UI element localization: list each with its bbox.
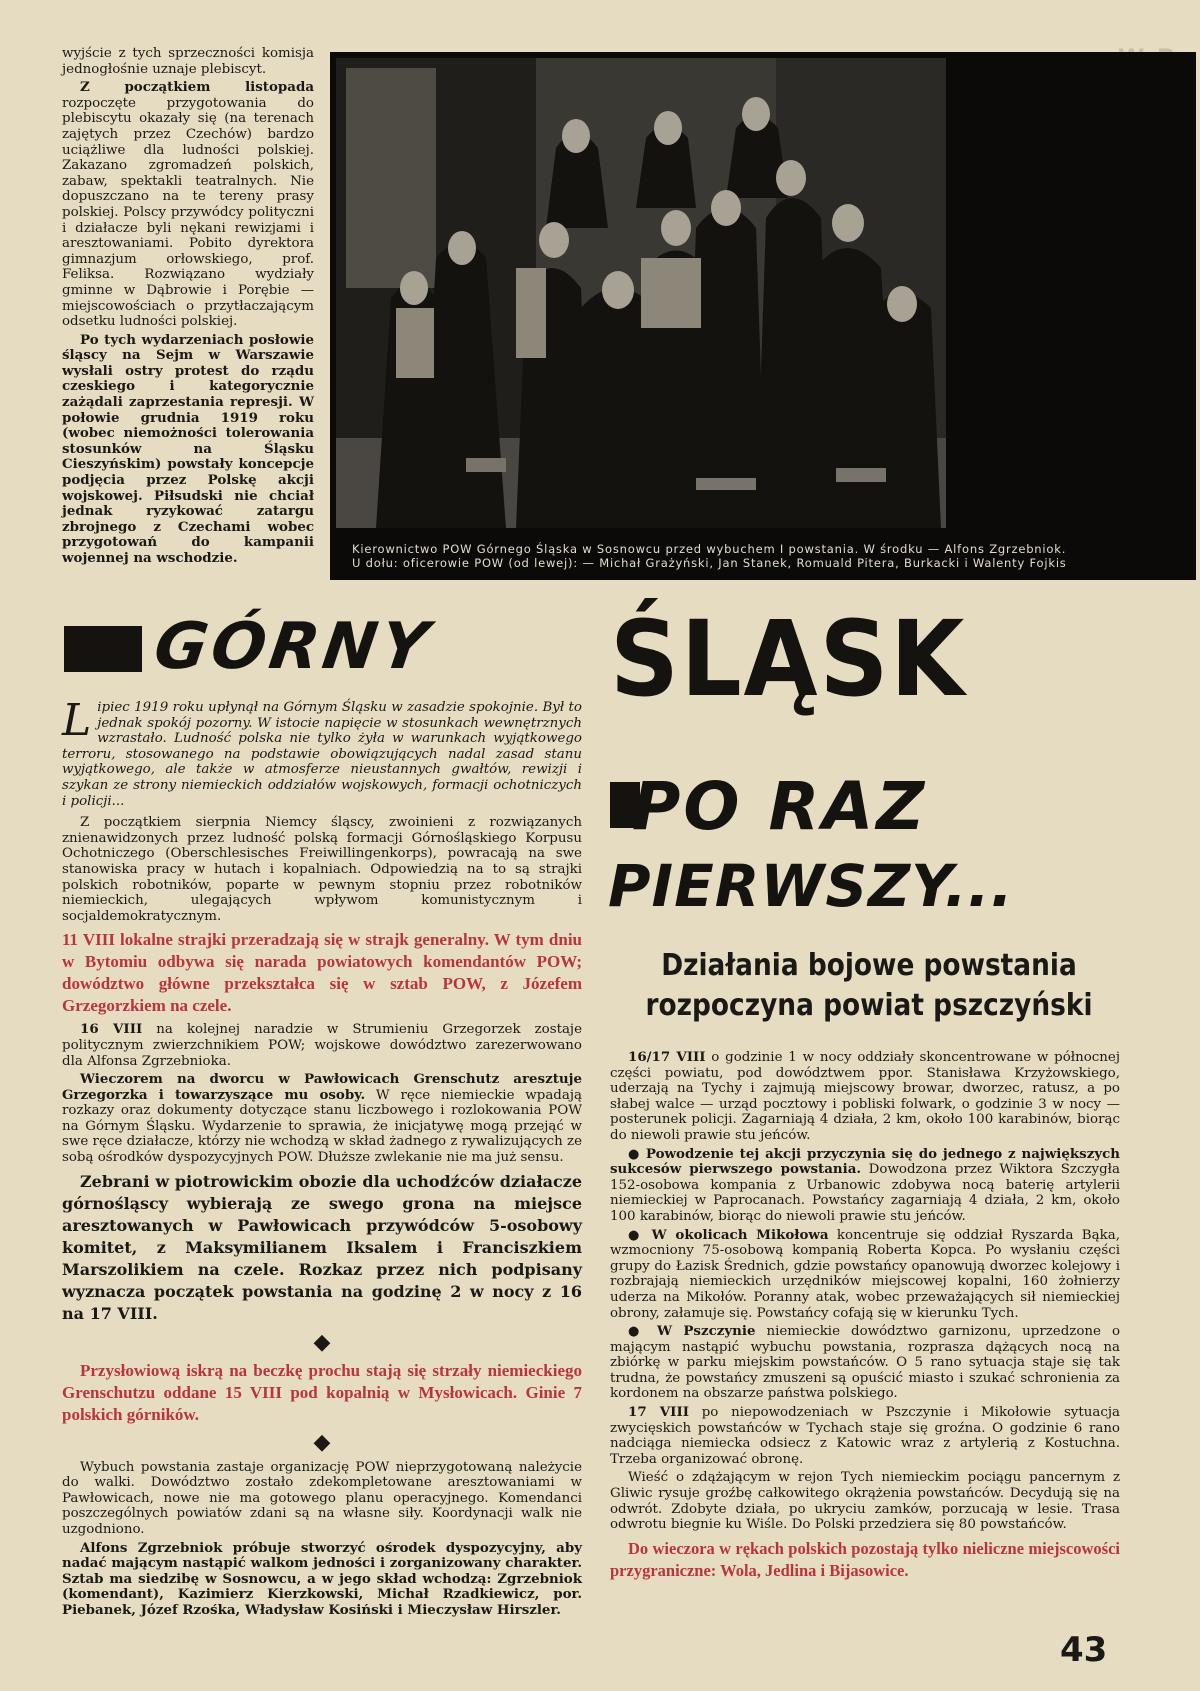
photo-caption-line: Kierownictwo POW Górnego Śląska w Sosnowcu przed wybuchem I powstania. W środku — Alfons Zgrzebniok.: [352, 542, 1067, 556]
paragraph-text: na kolejnej naradzie w Strumieniu Grzegorzek zostaje politycznym zwierzchnikiem POW; wojskowe dowództwo zarezerwowano dla Alfonsa Zgrzebnioka.: [62, 1022, 583, 1069]
paragraph-text: po niepowodzeniach w Pszczynie i Mikołowie sytuacja zwycięskich powstańców w Tychach staje się groźna. O godzinie 6 rano nadciąga niemiecka odsiecz z Katowic wraz z artylerią z Kostuchna. Trzeba organizować obronę.: [610, 1405, 1121, 1467]
paragraph: [610, 1405, 1120, 1467]
paragraph: [62, 80, 314, 330]
column-bottom-right-text: [610, 1050, 1120, 1585]
red-paragraph: Do wieczora w rękach polskich pozostają tylko nieliczne miejscowości przygraniczne: Wola, Jedlina i Bijasowice.: [610, 1538, 1120, 1580]
paragraph-bold: Po tych wydarzeniach posłowie śląscy na Sejm w Warszawie wysłali ostry protest do rządu czeskiego i kategorycznie zażądali zaprzestania represji. W połowie grudnia 1919 roku (wobec niemożności tolerowania stosunków na Śląsku Cieszyńskim) powstały koncepcje podjęcia przez Polskę akcji wojskowej. Piłsudski nie chciał jednak ryzykować zatargu zbrojnego z Czechami wobec przygotowań do kampanii wojennej na wschodzie.: [62, 331, 314, 566]
paragraph-text: Dowodzona przez Wiktora Szczygła 152-osobowa kompania z Urbanowic zdobywa nocą baterię artylerii niemieckiej w Paprocanach. Powstańcy zagarniają 4 działa, 2 km, około 100 karabinów, biorąc do niewoli prawie stu jeńców.: [610, 1162, 1120, 1224]
paragraph: Wybuch powstania zastaje organizację POW nieprzygotowaną należycie do walki. Dowództwo zostało zdekompletowane aresztowaniami w Pawłowicach, nowe nie ma gotowego planu operacyjnego. Komendanci poszczególnych powiatów zdani są na własne siły. Koordynacji walk nie uzgodniono.: [62, 1459, 582, 1538]
diamond-separator: ◆: [313, 1329, 331, 1355]
paragraph-lead: Z początkiem listopada: [80, 79, 314, 96]
paragraph-text: rozpoczęte przygotowania do plebiscytu okazały się (na terenach zajętych przez Czechów) bardzo uciążliwe dla ludności polskiej. Zakazano zgromadzeń polskich, zabaw, spektakli teatralnych. Nie dopuszczano na te tereny prasy polskiej. Polscy przywódcy polityczni i działacze byli nękani rewizjami i aresztowaniami. Pobito dyrektora gimnazjum orłowskiego, prof. Feliksa. Rozwiązano wydziały gminne w Dąbrowie i Porębie — miejscowościach o przytłaczającym odsetku ludności polskiej.: [62, 95, 314, 330]
red-paragraph: 11 VIII lokalne strajki przeradzają się w strajk generalny. W tym dniu w Bytomiu odbywa się narada powiatowych komendantów POW; dowództwo główne przekształca się w sztab POW, z Józefem Grzegorzkiem na czele.: [62, 930, 582, 1016]
lead-paragraph: [62, 695, 582, 809]
red-paragraph: Przysłowiową iskrą na beczkę prochu stają się strzały niemieckiego Grenschutzu oddane 15 VIII pod kopalnią w Mysłowicach. Ginie 7 polskich górników.: [62, 1360, 582, 1424]
paragraph-text: W ręce niemieckie wpadają rozkazy oraz dokumenty dotyczące stanu liczbowego i rozlokowania POW na Górnym Śląsku. Wydarzenie to sprawia, że inicjatywę mogą przejąć w swe ręce działacze, którzy nie wchodzą w skład żadnego z rywalizujących ze sobą ośrodków dyspozycyjnych POW. Dłuższe zwlekanie nie ma już sensu.: [62, 1087, 582, 1166]
subheadline: rozpoczyna powiat pszczyński: [645, 988, 1093, 1023]
column-bottom-right: [604, 946, 1134, 1026]
paragraph-lead: Powodzenie tej akcji przyczynia się do jednego z największych sukcesów pierwszego powstania.: [610, 1145, 1120, 1178]
paragraph: [62, 1022, 582, 1069]
lead-text: ipiec 1919 roku upłynął na Górnym Śląsku w zasadzie spokojnie. Był to jednak spokój pozorny. W istocie napięcie w stosunkach wewnętrznych wzrastało. Ludność polska nie tylko żyła w warunkach wyjątkowego terroru, stosowanego na podstawie obowiązujących nadal zasad stanu wyjątkowego, ale także w atmosferze nieustannych gwałtów, rewizji i szykan ze strony niemieckich oddziałów wojskowych, formacji ochotniczych i policji...: [62, 700, 582, 809]
page-number: 43: [1060, 1630, 1108, 1670]
headline-word-gorny: GÓRNY: [149, 610, 437, 684]
column-bottom-left: [62, 695, 583, 1622]
big-bold-paragraph: Zebrani w piotrowickim obozie dla uchodźców działacze górnośląscy wybierają ze swego grona na miejsce aresztowanych w Pawłowicach przywódców 5-osobowy komitet, z Maksymilianem Iksalem i Franciszkiem Marszolikiem na czele. Rozkaz przez nich podpisany wyznacza początek powstania na godzinę 2 w nocy z 16 na 17 VIII.: [62, 1171, 582, 1323]
paragraph-lead: Wieczorem na dworcu w Pawłowicach Grenschutz aresztuje Grzegorzka i towarzyszące mu osoby.: [62, 1071, 582, 1103]
headline-word-po-raz: PO RAZ: [632, 768, 928, 845]
diamond-separator: ◆: [313, 1429, 331, 1455]
paragraph-text: o godzinie 1 w nocy oddziały skoncentrowane w północnej części powiatu, pod dowództwem ppor. Stanisława Krzyżowskiego, uderzają na Tychy i zajmują miejscowy browar, dworzec, ratusz, a po słabej walce — urząd pocztowy i pobliski folwark, o godzinie 3 w nocy — posterunek policji. Zagarniają 4 działa, 2 km, około 100 karabinów, biorąc do niewoli prawie stu jeńców.: [610, 1050, 1120, 1143]
bullet-icon: ●: [628, 1227, 652, 1243]
paragraph: Z początkiem sierpnia Niemcy śląscy, zwoinieni z rozwiązanych znienawidzonych przez ludność polską formacji Górnośląskiego Korpusu Ochotniczego (Oberschlesisches Freiwillingenkorps), powracają na swe stanowiska pracy w hutach i kopalniach. Odpowiedzią na to są strajki polskich robotników, poparte w pewnym stopniu przez robotników niemieckich, ulegających wpływom komunistycznym i socjaldemokratycznym.: [62, 815, 582, 924]
paragraph: [62, 1072, 582, 1166]
subheadline: Działania bojowe powstania: [661, 948, 1077, 983]
paragraph: [610, 1228, 1120, 1322]
paragraph-lead: 16/17 VIII: [628, 1049, 706, 1065]
photo-caption: [352, 542, 1182, 570]
headline-block-mark: [64, 626, 142, 672]
paragraph-lead: 16 VIII: [80, 1021, 143, 1038]
paragraph-lead: 17 VIII: [628, 1404, 689, 1421]
headline-word-pierwszy: PIERWSZY...: [608, 852, 1014, 920]
group-photo: [336, 58, 946, 528]
paragraph-text: niemieckie dowództwo garnizonu, uprzedzone o mającym nastąpić wybuchu powstania, rozprasza dążących nocą na zbiórkę w parku miejskim powstańców. O 5 rano sytuacja staje się tak trudna, że powstańcy zmuszeni są opuścić miasto i szukać schronienia za kordonem na obszarze państwa polskiego.: [610, 1324, 1120, 1402]
paragraph-bold: Alfons Zgrzebniok próbuje stworzyć ośrodek dyspozycyjny, aby nadać mającym nastąpić walkom jedności i zorganizowany charakter. Sztab ma siedzibę w Sosnowcu, a w jego skład wchodzą: Zgrzebniok (komendant), Kazimierz Kierzkowski, Michał Rzadkiewicz, por. Piebanek, Józef Rzośka, Władysław Kosiński i Mieczysław Hirszler.: [62, 1539, 582, 1618]
paragraph-lead: W okolicach Mikołowa: [651, 1226, 829, 1243]
paragraph-text: koncentruje się oddział Ryszarda Bąka, wzmocniony 75-osobową kompanią Roberta Kopca. Po wysłaniu części grupy do Łazisk Średnich, gdzie powstańcy opanowują dworzec kolejowy i rozbrajają niemieckich urzędników miejscowej kopalni, 160 żołnierzy uderza na Mikołów. Poranny atak, wobec przeważających sił niemieckiej obrony, załamuje się. Powstańcy cofają się w kierunku Tych.: [610, 1227, 1120, 1321]
paragraph: [610, 1050, 1120, 1144]
drop-cap: L: [62, 695, 92, 746]
photo-caption-line: U dołu: oficerowie POW (od lewej): — Michał Grażyński, Jan Stanek, Romuald Pitera, Burkacki i Walenty Fojkis: [352, 556, 1067, 570]
paragraph: [610, 1324, 1120, 1402]
paragraph-lead: W Pszczynie: [656, 1323, 756, 1340]
paragraph: wyjście z tych sprzeczności komisja jednogłośnie uznaje plebiscyt.: [62, 46, 314, 77]
bullet-icon: ●: [628, 1146, 646, 1162]
photo-frame: [330, 52, 1196, 580]
headline-word-slask: ŚLĄSK: [610, 598, 967, 720]
column-top-left: [62, 46, 314, 570]
paragraph: Wieść o zdążającym w rejon Tych niemieckim pociągu pancernym z Gliwic rysuje groźbę całkowitego okrążenia powstańców. Decydują się na odwrót. Zdobyte działa, po ukryciu zamków, porzucają w lesie. Trasa odwrotu biegnie ku Wiśle. Do Polski przedziera się 80 powstańców.: [610, 1470, 1120, 1533]
paragraph: [610, 1147, 1120, 1225]
bullet-icon: ●: [628, 1324, 657, 1340]
